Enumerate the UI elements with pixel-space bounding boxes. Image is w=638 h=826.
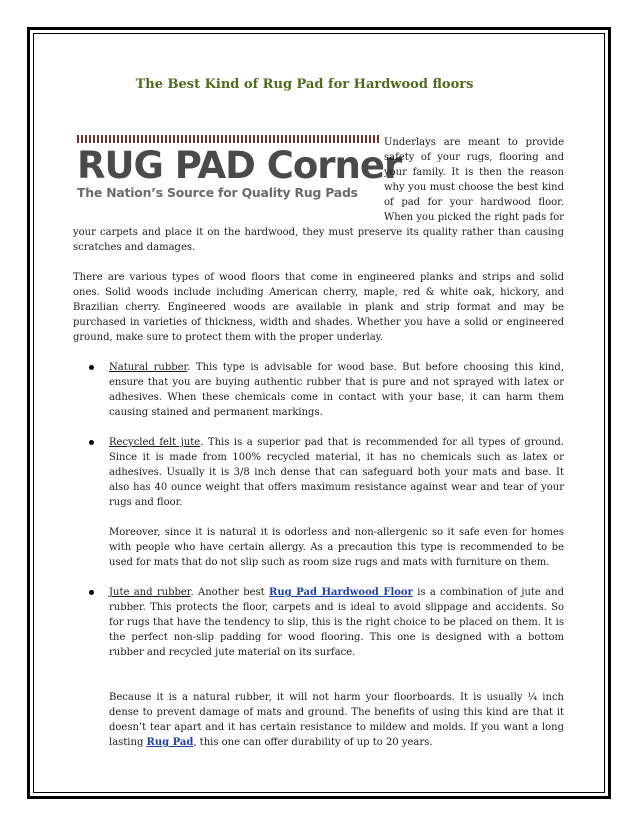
closing-text-after: , this one can offer durability of up to 20 years. <box>193 737 433 748</box>
bullet-icon <box>89 440 94 445</box>
list-item <box>109 360 564 420</box>
rug-pad-corner-logo <box>77 135 402 211</box>
bullet-icon <box>89 365 94 370</box>
recycled-felt-jute-text: . This is a superior pad that is recommended for all types of ground. Since it is made from 100% recycled material, it has no chemicals such as latex or adhesives. Usually it is 3/8 inch dense that can safeguard both your mats and base. It also has 40 ounce weight that offers maximum resistance against wear and tear of your rugs and floor. <box>109 437 564 508</box>
logo-name: RUG PAD Corner <box>77 144 402 187</box>
closing-paragraph <box>73 690 564 750</box>
document-body <box>73 76 564 750</box>
natural-rubber-text: . This type is advisable for wood base. But before choosing this kind, ensure that you are buying authentic rubber that is pure and not sprayed with latex or adhesives. When these chemicals come in contact with your base, it can harm them causing stained and permanent markings. <box>109 362 564 418</box>
page-title: The Best Kind of Rug Pad for Hardwood floors <box>135 77 474 92</box>
jute-and-rubber-text-after: is a combination of jute and rubber. This protects the floor, carpets and is ideal to avoid slippage and accidents. So for rugs that have the tendency to slip, this is the right choice to be placed on them. It is the perfect non-slip padding for wood flooring. This one is designed with a bottom rubber and recycled jute material on its surface. <box>109 587 564 658</box>
list-item <box>109 435 564 510</box>
logo-stripes <box>77 135 379 143</box>
recycled-felt-jute-extra: Moreover, since it is natural it is odorless and non-allergenic so it safe even for homes with people who have certain allergy. As a precaution this type is recommended to be used for mats that do not slip such as room size rugs and mats with furniture on them. <box>109 527 564 568</box>
logo-tagline: The Nation’s Source for Quality Rug Pads <box>77 185 358 200</box>
pad-types-list <box>73 360 564 660</box>
intro-paragraph: Underlays are meant to provide safety of your rugs, flooring and your family. It is then the reason why you must choose the best kind of pad for your hardwood floor. When you picked the right pads for your carpets and place it on the hardwood, they must preserve its quality rather than causing scratches and damages. <box>73 137 564 253</box>
jute-and-rubber-term: Jute and rubber <box>109 587 191 598</box>
list-item <box>109 585 564 660</box>
recycled-felt-jute-term: Recycled felt jute <box>109 437 201 448</box>
closing-text: Because it is a natural rubber, it will not harm your floorboards. It is usually ¼ inch dense to prevent damage of mats and ground. The benefits of using this kind are that it doesn’t tear apart and it has certain resistance to mildew and molds. If you want a long lasting <box>109 692 564 748</box>
natural-rubber-term: Natural rubber <box>109 362 188 373</box>
rug-pad-hardwood-floor-link[interactable]: Rug Pad Hardwood Floor <box>269 587 413 598</box>
rug-pad-link[interactable]: Rug Pad <box>146 737 194 748</box>
jute-and-rubber-text-before: . Another best <box>190 587 270 598</box>
bullet-icon <box>89 590 94 595</box>
wood-floor-types-paragraph: There are various types of wood floors that come in engineered planks and strips and solid ones. Solid woods include including American cherry, maple, red & white oak, hickory, and Brazilian cherry. Engineered woods are available in plank and strip format and may be purchased in varieties of thickness, width and shades. Whether you have a solid or engineered ground, make sure to protect them with the proper underlay. <box>73 272 564 343</box>
list-item-continuation <box>109 525 564 570</box>
